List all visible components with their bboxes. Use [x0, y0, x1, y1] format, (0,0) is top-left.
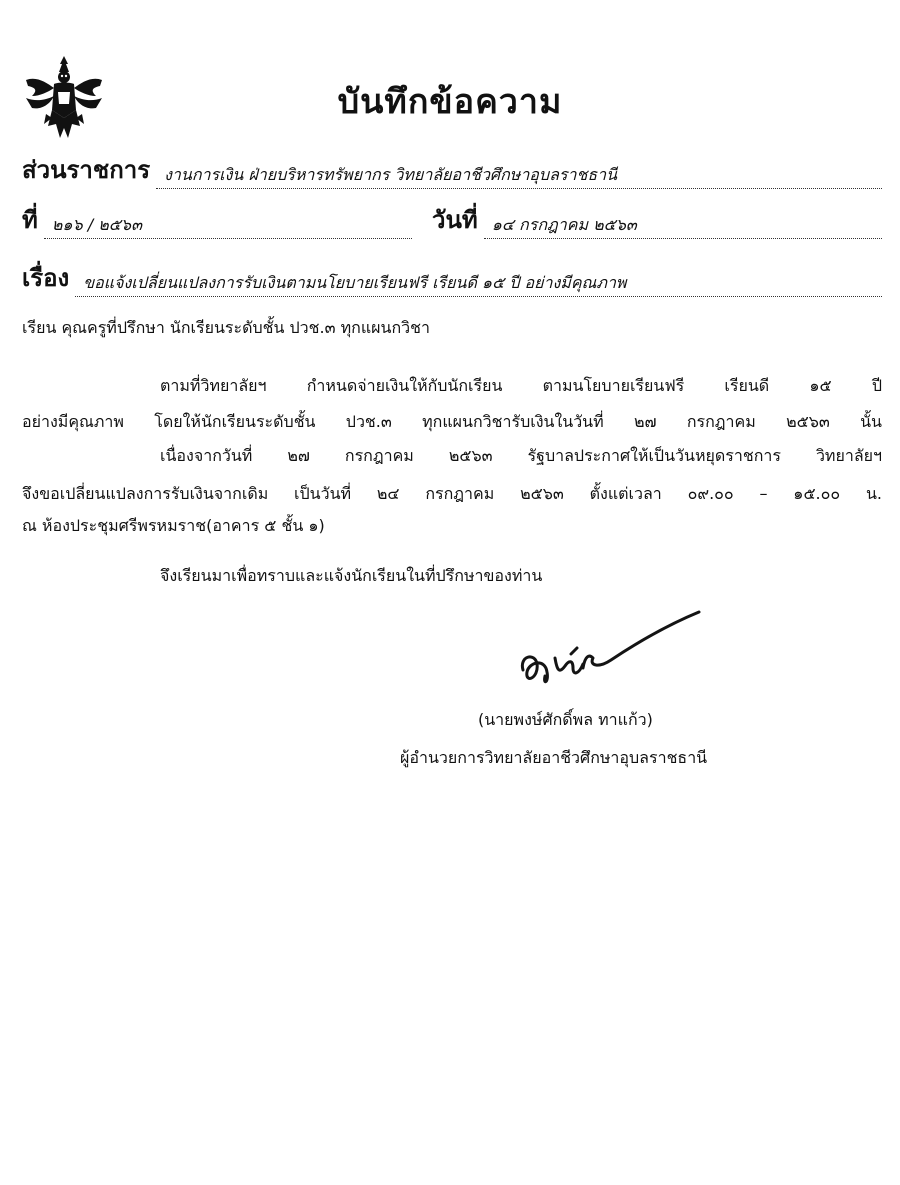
- subject-row: [22, 258, 882, 297]
- body-line-2: อย่างมีคุณภาพ โดยให้นักเรียนระดับชั้น ปวช.๓ ทุกแผนกวิชารับเงินในวันที่ ๒๗ กรกฎาคม ๒๕๖๓ นั้น: [22, 412, 882, 431]
- closing-line: จึงเรียนมาเพื่อทราบและแจ้งนักเรียนในที่ปรึกษาของท่าน: [160, 566, 543, 585]
- agency-row: [22, 150, 882, 189]
- date-label: วันที่: [432, 206, 478, 234]
- document-number-row: [22, 200, 412, 239]
- subject-value: ขอแจ้งเปลี่ยนแปลงการรับเงินตามนโยบายเรียนฟรี เรียนดี ๑๕ ปี อย่างมีคุณภาพ: [75, 272, 882, 297]
- body-line-5: ณ ห้องประชุมศรีพรหมราช(อาคาร ๕ ชั้น ๑): [22, 516, 325, 535]
- agency-value: งานการเงิน ฝ่ายบริหารทรัพยากร วิทยาลัยอาชีวศึกษาอุบลราชธานี: [156, 164, 882, 189]
- body-line-4: จึงขอเปลี่ยนแปลงการรับเงินจากเดิม เป็นวันที่ ๒๔ กรกฎาคม ๒๕๖๓ ตั้งแต่เวลา ๐๙.๐๐ – ๑๕.๐๐ น.: [22, 484, 882, 503]
- memo-title: บันทึกข้อความ: [337, 82, 563, 122]
- body-line-1: ตามที่วิทยาลัยฯ กำหนดจ่ายเงินให้กับนักเรียน ตามนโยบายเรียนฟรี เรียนดี ๑๕ ปี: [160, 376, 882, 395]
- document-number-label: ที่: [22, 206, 38, 234]
- salutation: เรียน คุณครูที่ปรึกษา นักเรียนระดับชั้น ปวช.๓ ทุกแผนกวิชา: [22, 318, 431, 337]
- subject-label: เรื่อง: [22, 264, 70, 292]
- agency-label: ส่วนราชการ: [22, 156, 151, 184]
- date-row: [432, 200, 882, 239]
- signatory-position: ผู้อำนวยการวิทยาลัยอาชีวศึกษาอุบลราชธานี: [400, 748, 708, 767]
- body-line-3: เนื่องจากวันที่ ๒๗ กรกฎาคม ๒๕๖๓ รัฐบาลประกาศให้เป็นวันหยุดราชการ วิทยาลัยฯ: [160, 446, 882, 465]
- document-number-value: ๒๑๖ / ๒๕๖๓: [44, 214, 412, 239]
- date-value: ๑๔ กรกฎาคม ๒๕๖๓: [484, 214, 882, 239]
- handwritten-signature: [515, 608, 710, 693]
- signatory-name: (นายพงษ์ศักดิ์พล ทาแก้ว): [478, 710, 653, 729]
